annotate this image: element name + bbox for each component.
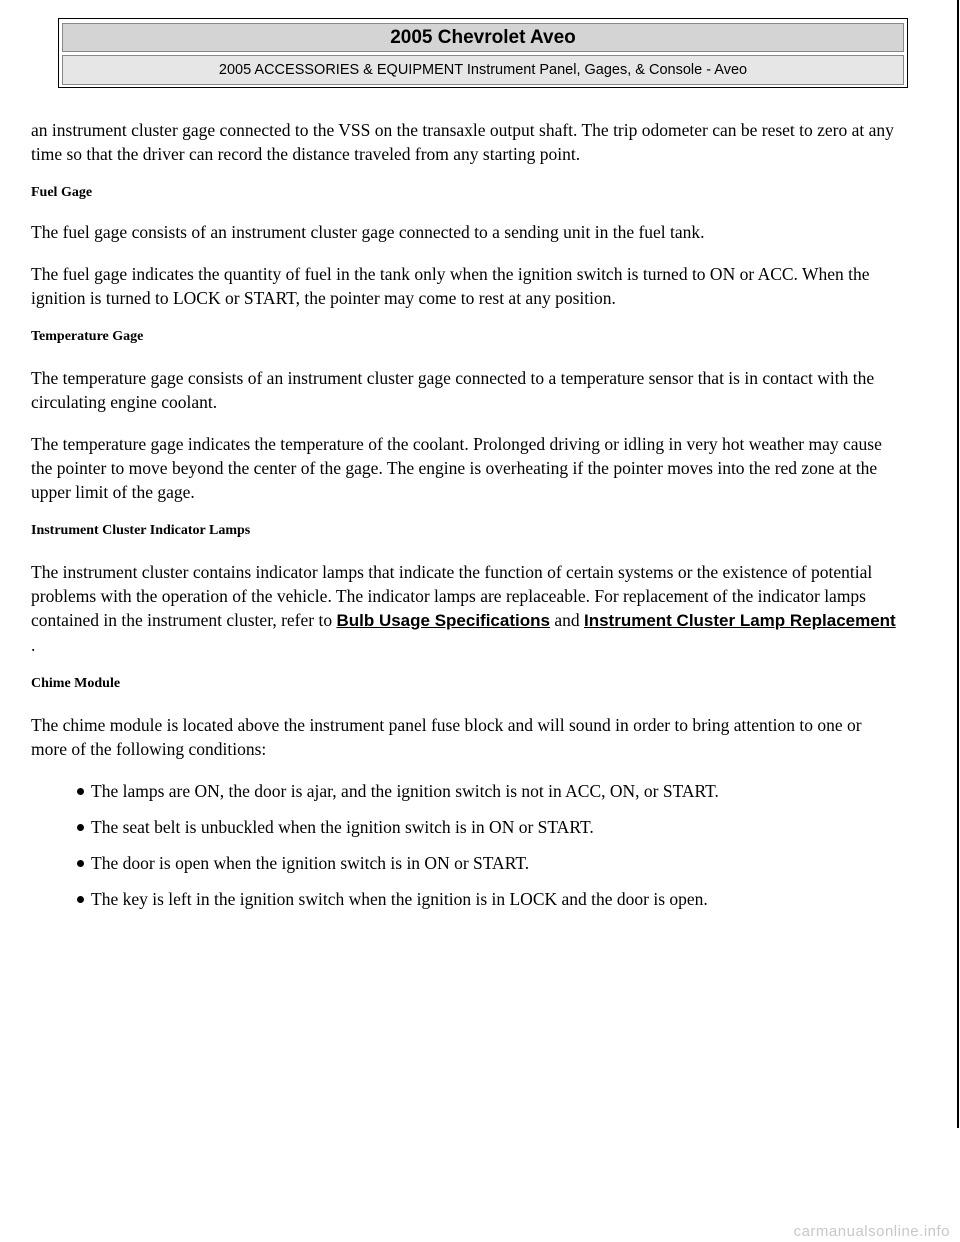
indicator-lamps-paragraph [31, 560, 901, 657]
list-item-text: The key is left in the ignition switch when the ignition is in LOCK and the door is open. [91, 889, 708, 909]
list-item [91, 851, 901, 875]
bullet-icon [77, 860, 84, 867]
fuel-gage-paragraph-1: The fuel gage consists of an instrument cluster gage connected to a sending unit in the fuel tank. [31, 222, 705, 242]
chime-conditions-list [31, 779, 901, 911]
indicator-lamps-text: The instrument cluster contains indicator lamps that indicate the function of certain systems or the existence of potential problems with the operation of the vehicle. The indicator lamps are replaceable. For replacement of the indicator lamps contained in the instrument cluster, refer to [31, 562, 873, 630]
temperature-gage-paragraph-1: The temperature gage consists of an instrument cluster gage connected to a temperature sensor that is in contact with the circulating engine coolant. [31, 368, 875, 412]
page-border [957, 0, 959, 1128]
indicator-lamps-heading: Instrument Cluster Indicator Lamps [31, 523, 251, 538]
list-item [91, 887, 901, 911]
list-item [91, 815, 901, 839]
vehicle-title: 2005 Chevrolet Aveo [62, 23, 904, 52]
list-item-text: The door is open when the ignition switch is in ON or START. [91, 853, 530, 873]
document-header [58, 18, 908, 88]
site-watermark: carmanualsonline.info [793, 1223, 950, 1240]
intro-paragraph: an instrument cluster gage connected to the VSS on the transaxle output shaft. The trip odometer can be reset to zero at any time so that the driver can record the distance traveled from any starting point. [31, 120, 894, 164]
bullet-icon [77, 788, 84, 795]
list-item-text: The seat belt is unbuckled when the ignition switch is in ON or START. [91, 817, 594, 837]
fuel-gage-heading: Fuel Gage [31, 185, 93, 200]
instrument-cluster-lamp-replacement-link[interactable]: Instrument Cluster Lamp Replacement [583, 611, 896, 630]
chime-module-heading: Chime Module [31, 676, 121, 691]
list-item [91, 779, 901, 803]
bulb-usage-specifications-link[interactable]: Bulb Usage Specifications [336, 611, 550, 630]
chime-module-paragraph: The chime module is located above the instrument panel fuse block and will sound in order to bring attention to one or more of the following conditions: [31, 715, 862, 759]
section-subtitle: 2005 ACCESSORIES & EQUIPMENT Instrument Panel, Gages, & Console - Aveo [62, 55, 904, 85]
paragraph-end: . [31, 635, 36, 655]
link-conjunction: and [549, 610, 584, 630]
bullet-icon [77, 824, 84, 831]
temperature-gage-paragraph-2: The temperature gage indicates the temperature of the coolant. Prolonged driving or idling in very hot weather may cause the pointer to move beyond the center of the gage. The engine is overheating if the pointer moves into the red zone at the upper limit of the gage. [31, 434, 882, 502]
fuel-gage-paragraph-2: The fuel gage indicates the quantity of fuel in the tank only when the ignition switch is turned to ON or ACC. When the ignition is turned to LOCK or START, the pointer may come to rest at any position. [31, 264, 870, 308]
temperature-gage-heading: Temperature Gage [31, 329, 144, 344]
list-item-text: The lamps are ON, the door is ajar, and the ignition switch is not in ACC, ON, or START. [91, 781, 719, 801]
bullet-icon [77, 896, 84, 903]
document-body [31, 118, 901, 923]
